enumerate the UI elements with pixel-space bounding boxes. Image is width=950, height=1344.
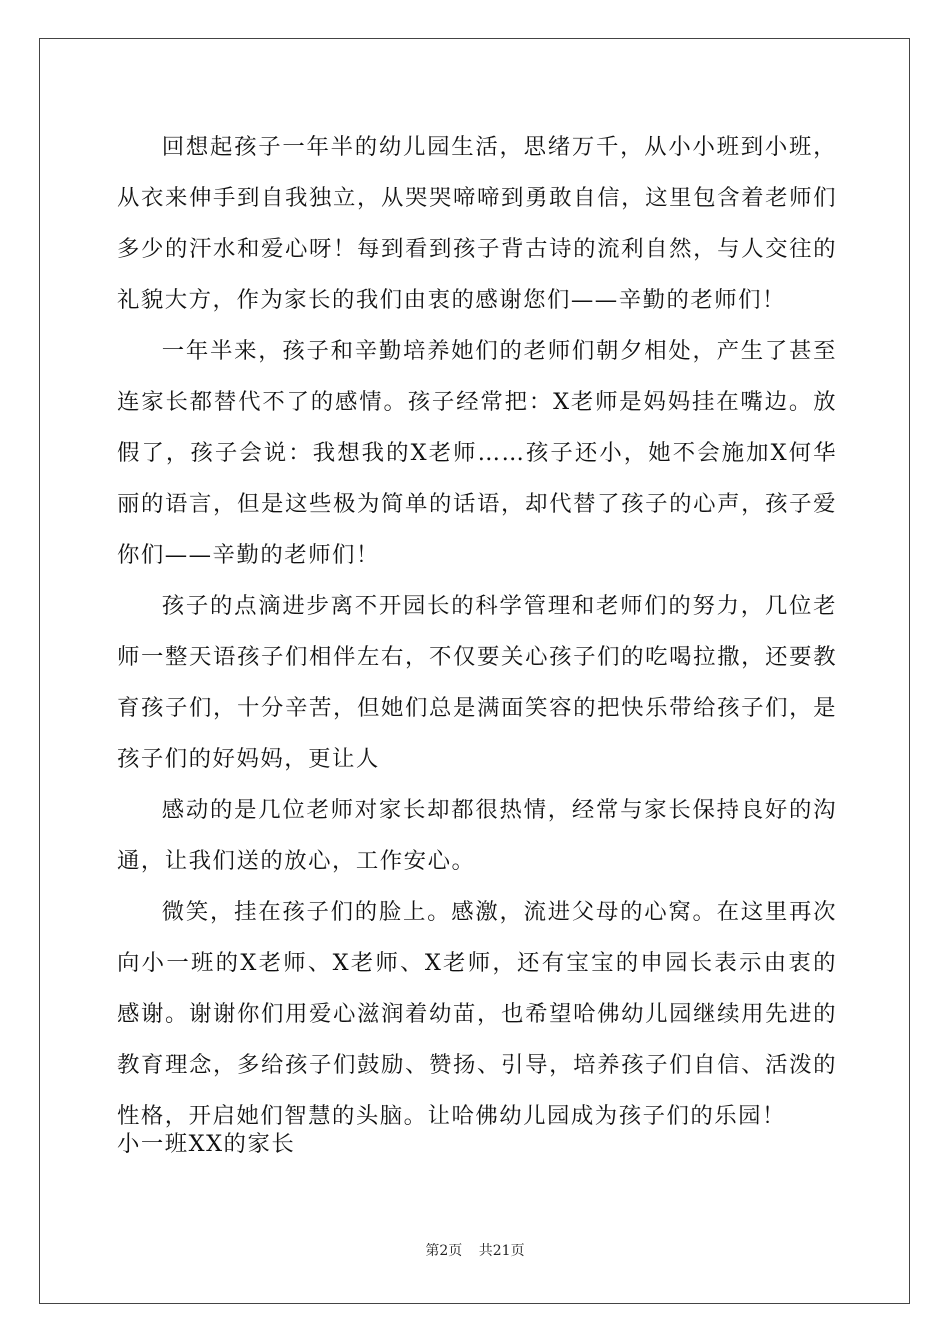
paragraph: 一年半来，孩子和辛勤培养她们的老师们朝夕相处，产生了甚至连家长都替代不了的感情。孩子经常把：X老师是妈妈挂在嘴边。放假了，孩子会说：我想我的X老师……孩子还小，她不会施加X何华丽的语言，但是这些极为简单的话语，却代替了孩子的心声，孩子爱你们——辛勤的老师们！ bbox=[117, 338, 837, 568]
paragraph: 孩子的点滴进步离不开园长的科学管理和老师们的努力，几位老师一整天语孩子们相伴左右，不仅要关心孩子们的吃喝拉撒，还要教育孩子们，十分辛苦，但她们总是满面笑容的把快乐带给孩子们，是孩子们的好妈妈，更让人 bbox=[117, 593, 837, 772]
page-number: 第2页 bbox=[425, 1243, 463, 1259]
paragraph: 感动的是几位老师对家长却都很热情，经常与家长保持良好的沟通，让我们送的放心，工作安心。 bbox=[117, 797, 837, 874]
paragraph: 回想起孩子一年半的幼儿园生活，思绪万千，从小小班到小班，从衣来伸手到自我独立，从哭哭啼啼到勇敢自信，这里包含着老师们多少的汗水和爱心呀！每到看到孩子背古诗的流利自然，与人交往的礼貌大方，作为家长的我们由衷的感谢您们——辛勤的老师们！ bbox=[117, 134, 837, 313]
paragraph: 微笑，挂在孩子们的脸上。感激，流进父母的心窝。在这里再次向小一班的X老师、X老师、X老师，还有宝宝的申园长表示由衷的感谢。谢谢你们用爱心滋润着幼苗，也希望哈佛幼儿园继续用先进的教育理念，多给孩子们鼓励、赞扬、引导，培养孩子们自信、活泼的性格，开启她们智慧的头脑。让哈佛幼儿园成为孩子们的乐园！ bbox=[117, 899, 837, 1129]
page-total: 共21页 bbox=[478, 1243, 525, 1259]
page-footer bbox=[0, 1240, 950, 1260]
letter-body bbox=[117, 122, 837, 1142]
signature: 小一班XX的家长 bbox=[117, 1131, 296, 1157]
